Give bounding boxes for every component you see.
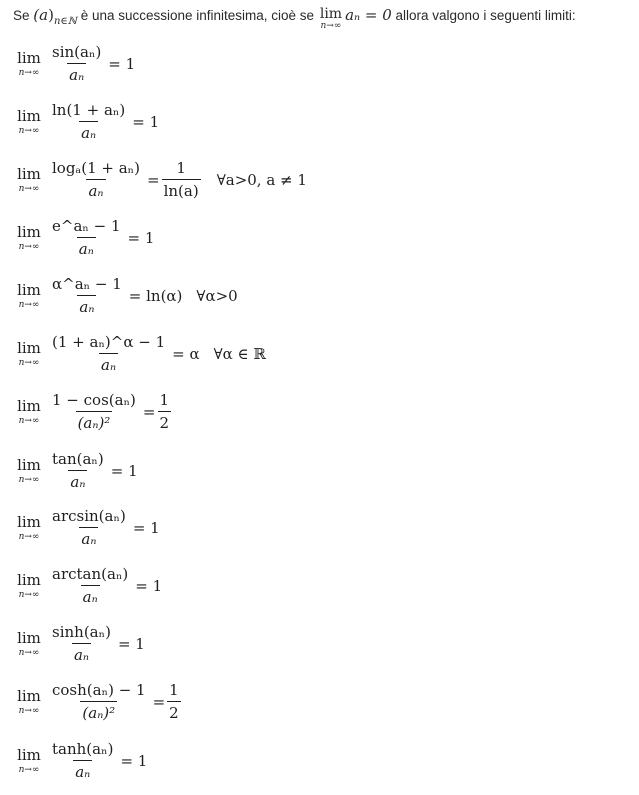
formula-denominator: aₙ bbox=[67, 63, 86, 84]
formula-fraction bbox=[50, 451, 106, 492]
formula-fraction bbox=[50, 566, 130, 607]
limit-formula bbox=[14, 334, 266, 375]
formula-fraction bbox=[50, 392, 138, 433]
limit-formula bbox=[14, 102, 159, 143]
intro-sequence-sub: n∈ℕ bbox=[53, 16, 77, 27]
limit-formula bbox=[14, 392, 173, 433]
formula-condition: ∀a>0, a ≠ 1 bbox=[216, 171, 307, 190]
limit-operator: lim n→∞ bbox=[17, 512, 41, 542]
formula-fraction bbox=[50, 44, 103, 85]
formula-denominator: aₙ bbox=[77, 295, 96, 316]
limit-formula bbox=[14, 682, 183, 723]
formula-rhs: = bbox=[147, 171, 160, 190]
limit-operator: lim n→∞ bbox=[17, 106, 41, 136]
intro-sentence bbox=[13, 6, 631, 31]
formula-fraction bbox=[50, 741, 115, 782]
formula-rhs: = 1 bbox=[120, 752, 148, 771]
formula-numerator: cosh(aₙ) − 1 bbox=[52, 681, 146, 699]
limit-operator: lim n→∞ bbox=[17, 280, 41, 310]
formula-denominator: aₙ bbox=[73, 760, 92, 781]
intro-se: Se bbox=[13, 8, 30, 23]
limit-operator: lim n→∞ bbox=[17, 628, 41, 658]
limit-formula bbox=[14, 44, 135, 85]
intro-limit-expr: aₙ = 0 bbox=[345, 6, 392, 24]
intro-sequence: $(a)_{n\in ℕ}$ bbox=[33, 6, 77, 27]
limit-formula bbox=[14, 160, 307, 201]
intro-text-end: allora valgono i seguenti limiti: bbox=[395, 8, 576, 23]
limit-formula bbox=[14, 508, 160, 549]
rhs-numerator: 1 bbox=[159, 391, 170, 409]
limit-operator: lim n→∞ bbox=[17, 338, 41, 368]
formula-fraction bbox=[50, 624, 113, 665]
limit-operator: lim n→∞ bbox=[17, 48, 41, 78]
rhs-denominator: 2 bbox=[158, 411, 172, 432]
formula-numerator: sin(aₙ) bbox=[52, 43, 102, 61]
formula-rhs: = 1 bbox=[127, 229, 155, 248]
rhs-denominator: ln(a) bbox=[162, 179, 201, 200]
limit-formula bbox=[14, 451, 138, 492]
formula-denominator: aₙ bbox=[79, 121, 98, 142]
formula-numerator: arcsin(aₙ) bbox=[52, 507, 126, 525]
rhs-numerator: 1 bbox=[176, 159, 186, 177]
limit-formula bbox=[14, 741, 147, 782]
formula-fraction bbox=[50, 334, 167, 375]
formula-numerator: logₐ(1 + aₙ) bbox=[52, 159, 141, 177]
formula-fraction bbox=[50, 218, 123, 259]
formula-rhs: = 1 bbox=[132, 113, 160, 132]
formula-denominator: aₙ bbox=[99, 353, 118, 374]
formula-denominator: (aₙ)² bbox=[80, 701, 117, 722]
formula-rhs: = α bbox=[172, 345, 200, 364]
formula-condition: ∀α>0 bbox=[196, 287, 238, 306]
intro-limit: lim n→∞ bbox=[319, 6, 343, 31]
limit-formula bbox=[14, 218, 154, 259]
formula-fraction bbox=[50, 276, 124, 317]
formula-fraction bbox=[50, 102, 127, 143]
formula-denominator: (aₙ)² bbox=[76, 411, 113, 432]
formula-rhs: = 1 bbox=[110, 462, 138, 481]
formula-rhs: = ln(α) bbox=[128, 287, 183, 306]
rhs-fraction bbox=[158, 392, 172, 433]
formula-rhs: = 1 bbox=[132, 519, 160, 538]
intro-text-mid: è una successione infinitesima, cioè se bbox=[80, 8, 315, 23]
formula-denominator: aₙ bbox=[79, 527, 98, 548]
limit-operator: lim n→∞ bbox=[17, 686, 41, 716]
limit-operator: lim n→∞ bbox=[17, 570, 41, 600]
limit-operator: lim n→∞ bbox=[17, 455, 41, 485]
formula-fraction bbox=[50, 160, 142, 201]
limit-formula bbox=[14, 276, 238, 317]
formula-denominator: aₙ bbox=[77, 237, 96, 258]
formula-denominator: aₙ bbox=[86, 179, 105, 200]
limit-formula bbox=[14, 624, 145, 665]
formula-rhs: = bbox=[142, 403, 156, 422]
rhs-denominator: 2 bbox=[167, 701, 181, 722]
formula-numerator: sinh(aₙ) bbox=[52, 623, 111, 641]
rhs-numerator: 1 bbox=[169, 681, 179, 699]
rhs-fraction bbox=[167, 682, 181, 723]
limit-operator: lim n→∞ bbox=[17, 396, 41, 426]
formula-numerator: tanh(aₙ) bbox=[52, 740, 114, 758]
limit-operator: lim n→∞ bbox=[17, 745, 41, 775]
formula-numerator: e^aₙ − 1 bbox=[52, 217, 121, 235]
rhs-fraction bbox=[162, 160, 201, 201]
formula-rhs: = 1 bbox=[108, 55, 136, 74]
formula-numerator: α^aₙ − 1 bbox=[52, 275, 122, 293]
limit-operator: lim n→∞ bbox=[17, 164, 41, 194]
formula-numerator: ln(1 + aₙ) bbox=[52, 101, 126, 119]
limit-formula bbox=[14, 566, 162, 607]
formula-fraction bbox=[50, 682, 148, 723]
formula-condition: ∀α ∈ ℝ bbox=[213, 345, 266, 364]
formula-numerator: 1 − cos(aₙ) bbox=[52, 391, 136, 409]
formula-numerator: arctan(aₙ) bbox=[52, 565, 129, 583]
formula-rhs: = 1 bbox=[117, 635, 145, 654]
formula-rhs: = 1 bbox=[135, 577, 163, 596]
limit-operator: lim n→∞ bbox=[17, 222, 41, 252]
formula-denominator: aₙ bbox=[81, 585, 100, 606]
formula-numerator: (1 + aₙ)^α − 1 bbox=[52, 333, 166, 351]
formula-fraction bbox=[50, 508, 128, 549]
formula-denominator: aₙ bbox=[72, 643, 91, 664]
formula-rhs: = bbox=[152, 693, 166, 712]
formula-numerator: tan(aₙ) bbox=[52, 450, 104, 468]
formula-denominator: aₙ bbox=[68, 470, 87, 491]
